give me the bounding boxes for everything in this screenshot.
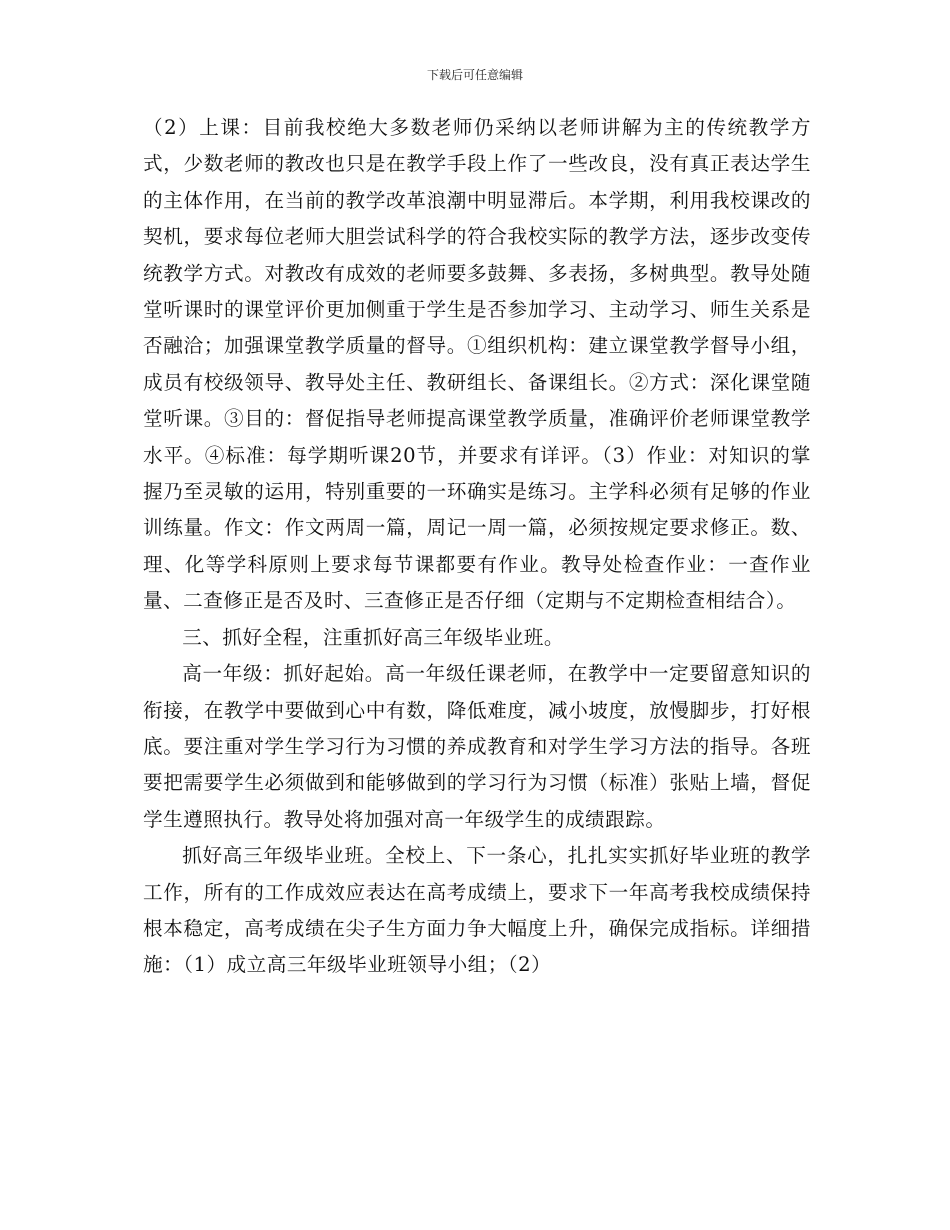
page-header: 下载后可任意编辑 (426, 68, 523, 82)
paragraph-grade-one: 高一年级：抓好起始。高一年级任课老师，在教学中一定要留意知识的衔接，在教学中要做到心中有数，降低难度，减小坡度，放慢脚步，打好根底。要注重对学生学习行为习惯的养成教育和对学生学习方法的指导。各班要把需要学生必须做到和能够做到的学习行为习惯（标准）张贴上墙，督促学生遵照执行。教导处将加强对高一年级学生的成绩跟踪。 (143, 662, 811, 831)
paragraph-grade-three: 抓好高三年级毕业班。全校上、下一条心，扎扎实实抓好毕业班的教学工作，所有的工作成效应表达在高考成绩上，要求下一年高考我校成绩保持根本稳定，高考成绩在尖子生方面力争大幅度上升，确保完成指标。详细措施：（1）成立高三年级毕业班领导小组；（2） (143, 844, 811, 977)
section-heading-three: 三、抓好全程，注重抓好高三年级毕业班。 (182, 625, 564, 649)
document-body (143, 110, 811, 984)
paragraph-teaching-classes: （2）上课：目前我校绝大多数老师仍采纳以老师讲解为主的传统教学方式，少数老师的教改也只是在教学手段上作了一些改良，没有真正表达学生的主体作用，在当前的教学改革浪潮中明显滞后。本学期，利用我校课改的契机，要求每位老师大胆尝试科学的符合我校实际的教学方法，逐步改变传统教学方式。对教改有成效的老师要多鼓舞、多表扬，多树典型。教导处随堂听课时的课堂评价更加侧重于学生是否参加学习、主动学习、师生关系是否融洽；加强课堂教学质量的督导。①组织机构：建立课堂教学督导小组，成员有校级领导、教导处主任、教研组长、备课组长。②方式：深化课堂随堂听课。③目的：督促指导老师提高课堂教学质量，准确评价老师课堂教学水平。④标准：每学期听课20节，并要求有详评。（3）作业：对知识的掌握乃至灵敏的运用，特别重要的一环确实是练习。主学科必须有足够的作业训练量。作文：作文两周一篇，周记一周一篇，必须按规定要求修正。数、理、化等学科原则上要求每节课都要有作业。教导处检查作业：一查作业量、二查修正是否及时、三查修正是否仔细（定期与不定期检查相结合）。 (143, 116, 811, 613)
